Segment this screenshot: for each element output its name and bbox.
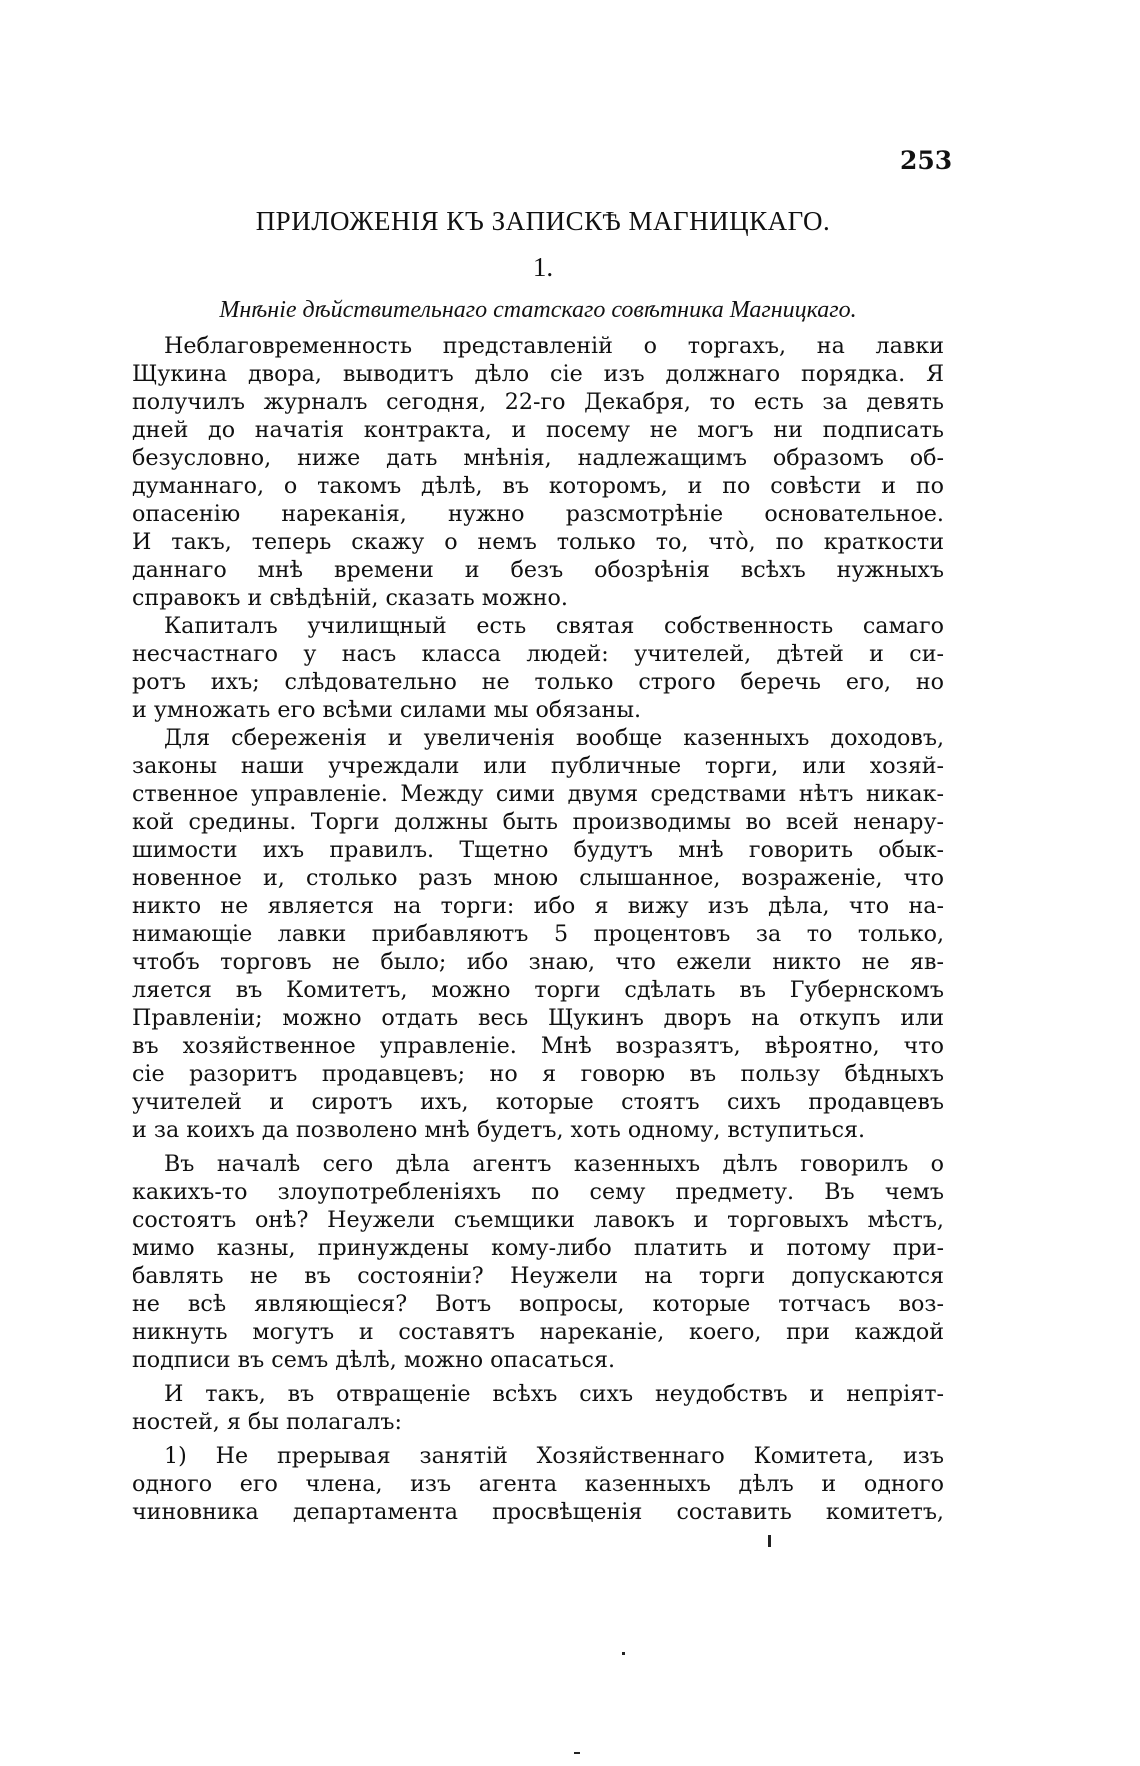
- text-line: справокъ и свѣдѣній, сказать можно.: [132, 585, 568, 611]
- print-speck: [768, 1535, 771, 1547]
- text-line: Щукина двора, выводитъ дѣло сіе изъ должнаго порядка. Я: [132, 361, 944, 387]
- text-line: и за коихъ да позволено мнѣ будетъ, хоть одному, вступиться.: [132, 1117, 866, 1143]
- text-line: шимости ихъ правилъ. Тщетно будутъ мнѣ говорить обык-: [132, 837, 944, 863]
- text-line: состоятъ онѣ? Неужели съемщики лавокъ и торговыхъ мѣстъ,: [132, 1207, 944, 1233]
- text-line: Для сбереженія и увеличенія вообще казенныхъ доходовъ,: [164, 725, 944, 751]
- text-line: ностей, я бы полагалъ:: [132, 1409, 402, 1435]
- text-line: И такъ, въ отвращеніе всѣхъ сихъ неудобствъ и непріят-: [164, 1381, 944, 1407]
- text-line: Въ началѣ сего дѣла агентъ казенныхъ дѣлъ говорилъ о: [164, 1151, 944, 1177]
- text-line: Неблаговременность представленій о торгахъ, на лавки: [164, 333, 944, 359]
- text-line: кой средины. Торги должны быть производимы во всей ненару-: [132, 809, 944, 835]
- print-speck: [574, 1752, 580, 1754]
- text-line: никто не является на торги: ибо я вижу изъ дѣла, что на-: [132, 893, 944, 919]
- text-line: законы наши учреждали или публичные торги, или хозяй-: [132, 753, 944, 779]
- text-line: дней до начатія контракта, и посему не могъ ни подписать: [132, 417, 944, 443]
- text-line: безусловно, ниже дать мнѣнія, надлежащимъ образомъ об-: [132, 445, 944, 471]
- text-line: Правленіи; можно отдать весь Щукинъ дворъ на откупъ или: [132, 1005, 944, 1031]
- body-text: [132, 332, 944, 1526]
- text-line: бавлять не въ состояніи? Неужели на торги допускаются: [132, 1263, 944, 1289]
- text-line: новенное и, столько разъ мною слышанное, возраженіе, что: [132, 865, 944, 891]
- text-line: никнуть могутъ и составятъ нареканіе, коего, при каждой: [132, 1319, 944, 1345]
- text-line: Капиталъ училищный есть святая собственность самаго: [164, 613, 944, 639]
- text-line: И такъ, теперь скажу о немъ только то, что̀, по краткости: [132, 529, 944, 555]
- text-line: мимо казны, принуждены кому-либо платить и потому при-: [132, 1235, 944, 1261]
- text-line: нимающіе лавки прибавляютъ 5 процентовъ за то только,: [132, 921, 944, 947]
- text-line: въ хозяйственное управленіе. Мнѣ возразятъ, вѣроятно, что: [132, 1033, 944, 1059]
- appendix-heading: ПРИЛОЖЕНІЯ КЪ ЗАПИСКѢ МАГНИЦКАГО.: [255, 206, 831, 236]
- text-line: ляется въ Комитетъ, можно торги сдѣлать въ Губернскомъ: [132, 977, 944, 1003]
- print-speck: [622, 1652, 625, 1655]
- page-number: 253: [900, 146, 953, 175]
- text-line: думаннаго, о такомъ дѣлѣ, въ которомъ, и по совѣсти и по: [132, 473, 944, 499]
- text-line: получилъ журналъ сегодня, 22-го Декабря, то есть за девять: [132, 389, 944, 415]
- text-line: сіе разоритъ продавцевъ; но я говорю въ пользу бѣдныхъ: [132, 1061, 944, 1087]
- text-line: опасенію нареканія, нужно разсмотрѣніе основательное.: [132, 501, 944, 527]
- document-subtitle: Мнѣніе дѣйствительнаго статскаго совѣтника Магницкаго.: [219, 297, 857, 323]
- text-line: учителей и сиротъ ихъ, которые стоятъ сихъ продавцевъ: [132, 1089, 944, 1115]
- text-line: какихъ-то злоупотребленіяхъ по сему предмету. Въ чемъ: [132, 1179, 944, 1205]
- text-line: и умножать его всѣми силами мы обязаны.: [132, 697, 642, 723]
- text-line: не всѣ являющіеся? Вотъ вопросы, которые тотчасъ воз-: [132, 1291, 944, 1317]
- text-line: подписи въ семъ дѣлѣ, можно опасаться.: [132, 1347, 616, 1373]
- text-line: ротъ ихъ; слѣдовательно не только строго беречь его, но: [132, 669, 944, 695]
- text-line: чиновника департамента просвѣщенія составить комитетъ,: [132, 1499, 944, 1525]
- text-line: несчастнаго у насъ класса людей: учителей, дѣтей и си-: [132, 641, 944, 667]
- text-line: ственное управленіе. Между сими двумя средствами нѣтъ никак-: [132, 781, 944, 807]
- text-line: одного его члена, изъ агента казенныхъ дѣлъ и одного: [132, 1471, 944, 1497]
- text-line: чтобъ торговъ не было; ибо знаю, что ежели никто не яв-: [132, 949, 944, 975]
- text-line: даннаго мнѣ времени и безъ обозрѣнія всѣхъ нужныхъ: [132, 557, 944, 583]
- section-numeral: 1.: [532, 252, 554, 282]
- text-line: 1) Не прерывая занятій Хозяйственнаго Комитета, изъ: [164, 1443, 944, 1469]
